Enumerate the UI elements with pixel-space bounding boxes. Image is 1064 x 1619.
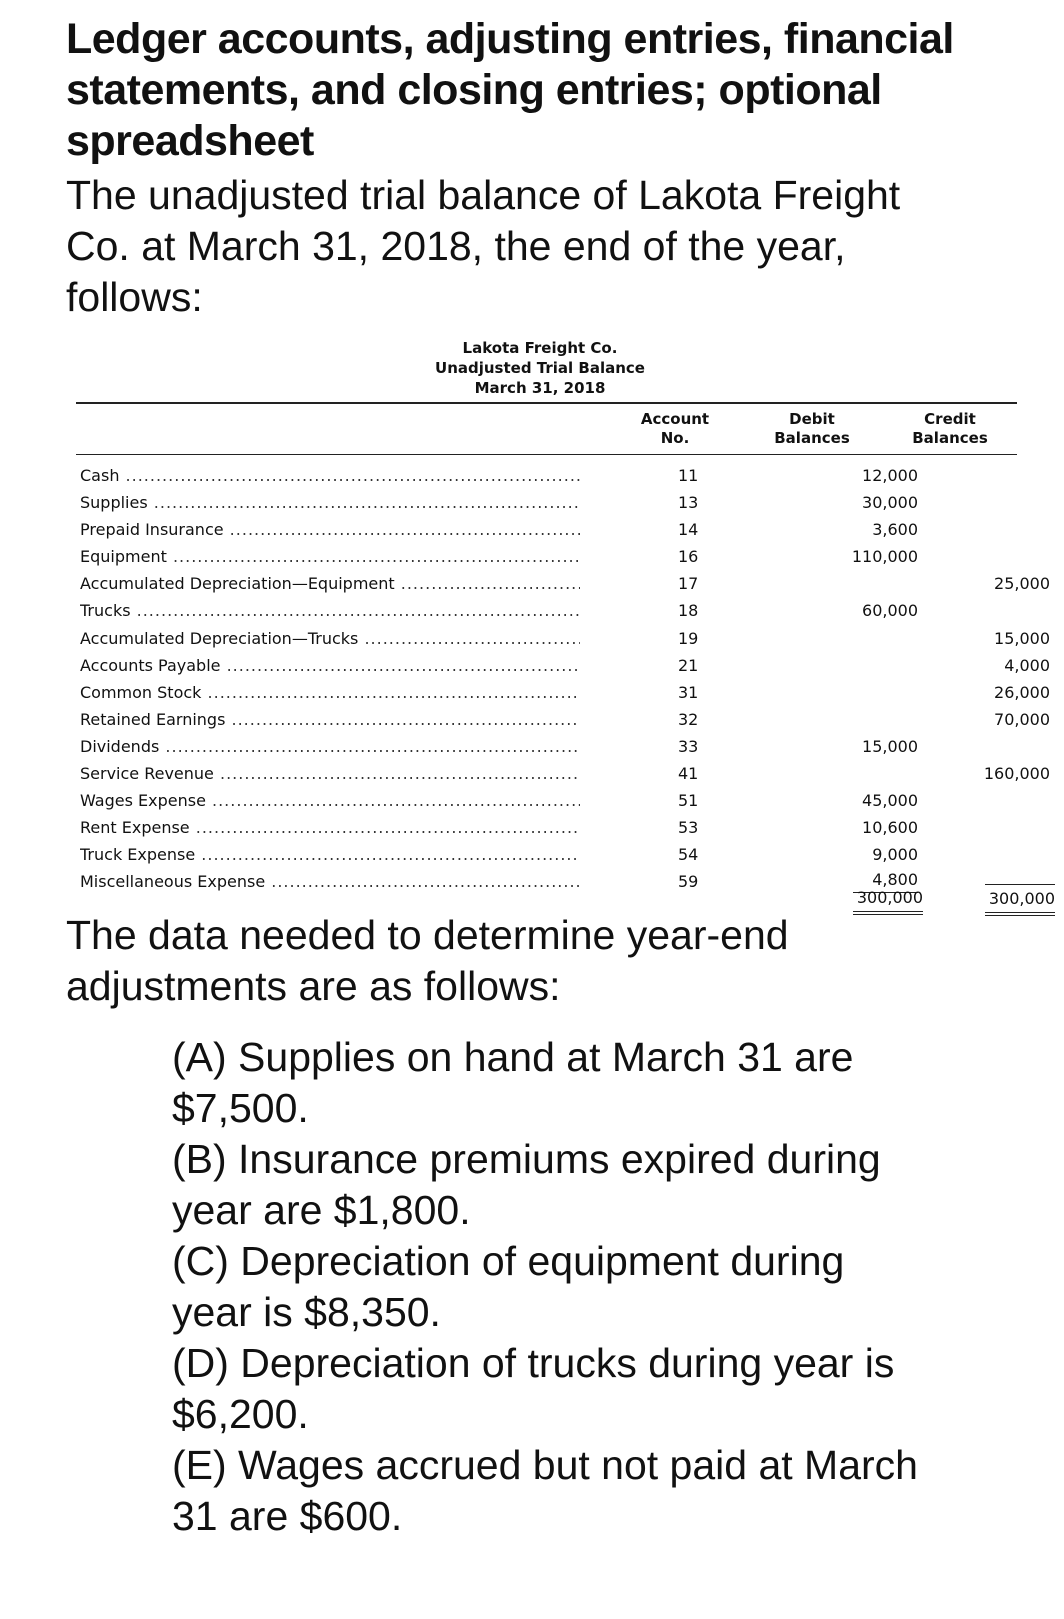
table-row bbox=[80, 652, 1050, 679]
account-number: 32 bbox=[678, 709, 699, 729]
adjustment-item: (A) Supplies on hand at March 31 are $7,500. bbox=[172, 1034, 854, 1131]
debit-balance: 45,000 bbox=[862, 791, 918, 811]
company-name: Lakota Freight Co. bbox=[462, 339, 618, 357]
adjustment-item: (B) Insurance premiums expired during year are $1,800. bbox=[172, 1136, 881, 1233]
account-name: Wages Expense ..... bbox=[80, 787, 580, 814]
column-header-account-no: Account No. bbox=[640, 410, 710, 447]
credit-balance: 26,000 bbox=[994, 682, 1050, 702]
trial-balance-rows bbox=[80, 462, 1050, 896]
account-number: 11 bbox=[678, 466, 699, 485]
table-row bbox=[80, 787, 1020, 814]
credit-balance: 160,000 bbox=[983, 764, 1050, 784]
table-row bbox=[80, 462, 1020, 489]
table-row bbox=[80, 489, 1020, 516]
credit-balance: 4,000 bbox=[1004, 655, 1050, 675]
table-row bbox=[80, 760, 1050, 787]
account-number: 33 bbox=[678, 736, 699, 756]
column-header-debit: Debit Balances bbox=[774, 410, 850, 447]
adjustments-intro: The data needed to determine year-end adjustments are as follows: bbox=[66, 912, 789, 1009]
account-number: 18 bbox=[678, 601, 699, 621]
account-number: 16 bbox=[678, 547, 699, 567]
account-name: Equipment ..... bbox=[80, 543, 580, 570]
table-row bbox=[80, 543, 1020, 570]
adjustment-item: (C) Depreciation of equipment during year is $8,350. bbox=[172, 1238, 845, 1335]
debit-balance: 3,600 bbox=[872, 520, 918, 540]
adjustment-item: (D) Depreciation of trucks during year is $6,200. bbox=[172, 1340, 895, 1437]
account-number: 17 bbox=[678, 574, 699, 594]
account-number: 54 bbox=[678, 845, 699, 865]
account-name: Accounts Payable ..... bbox=[80, 652, 580, 679]
account-number: 59 bbox=[678, 872, 699, 892]
account-name: Dividends ..... bbox=[80, 733, 580, 760]
table-row bbox=[80, 733, 1020, 760]
debit-balance: 15,000 bbox=[862, 736, 918, 756]
report-name: Unadjusted Trial Balance bbox=[435, 359, 645, 377]
table-row bbox=[80, 597, 1020, 624]
account-number: 51 bbox=[678, 791, 699, 811]
credit-balance: 70,000 bbox=[994, 709, 1050, 729]
table-row bbox=[80, 814, 1020, 841]
debit-balance: 4,800 bbox=[853, 868, 918, 893]
report-date: March 31, 2018 bbox=[474, 379, 606, 397]
total-credit: 300,000 bbox=[985, 884, 1055, 916]
debit-balance: 10,600 bbox=[862, 818, 918, 838]
adjustment-item: (E) Wages accrued but not paid at March 31 are $600. bbox=[172, 1442, 918, 1539]
trial-balance-heading bbox=[360, 338, 720, 398]
account-name: Service Revenue ..... bbox=[80, 760, 580, 787]
table-row bbox=[80, 570, 1050, 597]
account-number: 31 bbox=[678, 682, 699, 702]
account-number: 41 bbox=[678, 764, 699, 784]
problem-intro: The unadjusted trial balance of Lakota Freight Co. at March 31, 2018, the end of the year, follows: bbox=[66, 172, 901, 320]
account-name: Rent Expense ..... bbox=[80, 814, 580, 841]
debit-balance: 30,000 bbox=[862, 493, 918, 513]
debit-balance: 12,000 bbox=[862, 466, 918, 485]
account-name: Miscellaneous Expense ..... bbox=[80, 868, 580, 895]
account-name: Prepaid Insurance ..... bbox=[80, 516, 580, 543]
table-header-rule bbox=[76, 454, 1017, 455]
table-top-rule bbox=[76, 402, 1017, 404]
debit-balance: 9,000 bbox=[872, 845, 918, 865]
account-name: Truck Expense ..... bbox=[80, 841, 580, 868]
adjustments-list bbox=[172, 1032, 932, 1542]
table-row bbox=[80, 516, 1020, 543]
account-name: Accumulated Depreciation—Trucks ..... bbox=[80, 625, 580, 652]
account-name: Retained Earnings ..... bbox=[80, 706, 580, 733]
table-row bbox=[80, 625, 1050, 652]
account-number: 14 bbox=[678, 520, 699, 540]
table-row bbox=[80, 679, 1050, 706]
account-number: 21 bbox=[678, 655, 699, 675]
total-debit: 300,000 bbox=[853, 884, 923, 915]
debit-balance: 60,000 bbox=[862, 601, 918, 621]
debit-balance: 110,000 bbox=[851, 547, 918, 567]
column-header-credit: Credit Balances bbox=[912, 410, 988, 447]
account-name: Accumulated Depreciation—Equipment ..... bbox=[80, 570, 580, 597]
credit-balance: 25,000 bbox=[994, 574, 1050, 594]
table-row bbox=[80, 706, 1050, 733]
account-name: Cash ..... bbox=[80, 462, 580, 489]
account-name: Supplies ..... bbox=[80, 489, 580, 516]
account-number: 13 bbox=[678, 493, 699, 513]
account-name: Trucks ..... bbox=[80, 597, 580, 624]
credit-balance: 15,000 bbox=[994, 628, 1050, 648]
table-row bbox=[80, 841, 1020, 868]
account-number: 19 bbox=[678, 628, 699, 648]
account-name: Common Stock ..... bbox=[80, 679, 580, 706]
account-number: 53 bbox=[678, 818, 699, 838]
problem-title: Ledger accounts, adjusting entries, financial statements, and closing entries; optional spreadsheet bbox=[66, 15, 954, 165]
